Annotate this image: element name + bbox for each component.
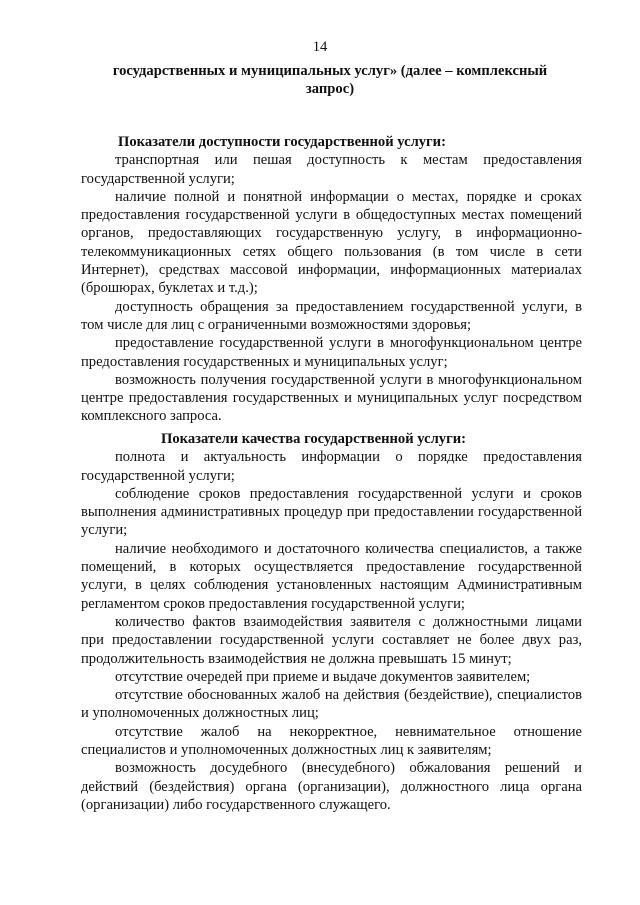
paragraph: отсутствие обоснованных жалоб на действия (бездействие), специалистов и уполномоченных должностных лиц;	[81, 687, 582, 722]
paragraph: отсутствие очередей при приеме и выдаче документов заявителем;	[115, 668, 531, 685]
paragraph: отсутствие жалоб на некорректное, невнимательное отношение специалистов и уполномоченных должностных лиц к заявителям;	[81, 723, 582, 759]
paragraph: соблюдение сроков предоставления государственной услуги и сроков выполнения административных процедур при предоставлении государственной услуги;	[81, 485, 582, 539]
section-accessibility	[81, 133, 582, 426]
paragraph: доступность обращения за предоставлением государственной услуги, в том числе для лиц с ограниченными возможностями здоровья;	[81, 298, 582, 333]
section-title: Показатели качества государственной услуги:	[161, 431, 466, 447]
paragraph: возможность получения государственной услуги в многофункциональном центре предоставления государственных и муниципальных услуг посредством комплексного запроса.	[81, 371, 582, 425]
paragraph: наличие необходимого и достаточного количества специалистов, а также помещений, в которых осуществляется предоставление государственной услуги, в целях соблюдения установленных настоящим Административным регламентом сроков предоставления государственной услуги;	[81, 540, 582, 612]
heading-line-1: государственных и муниципальных услуг» (далее – комплексный	[112, 63, 548, 79]
section-quality	[81, 430, 582, 814]
paragraph: предоставление государственной услуги в многофункциональном центре предоставления государственных и муниципальных услуг;	[81, 335, 582, 370]
paragraph: полнота и актуальность информации о порядке предоставления государственной услуги;	[81, 449, 582, 484]
section-title: Показатели доступности государственной услуги:	[118, 134, 446, 150]
paragraph: количество фактов взаимодействия заявителя с должностными лицами при предоставлении государственной услуги составляет не более двух раз, продолжительность взаимодействия не должна превышать 15 минут;	[81, 613, 582, 667]
paragraph: транспортная или пешая доступность к местам предоставления государственной услуги;	[81, 152, 582, 187]
continued-heading	[90, 62, 570, 99]
page-number: 14	[312, 39, 328, 55]
heading-line-2: запрос)	[305, 81, 355, 98]
paragraph: возможность досудебного (внесудебного) обжалования решений и действий (бездействия) органа (организации), должностного лица органа (организации) либо государственного служащего.	[81, 760, 582, 813]
paragraph: наличие полной и понятной информации о местах, порядке и сроках предоставления государственной услуги в общедоступных местах помещений органов, предоставляющих государственную услугу, в информационно-телекоммуникационных сетях общего пользования (в том числе в сети Интернет), средствах массовой информации, информационных материалах (брошюрах, буклетах и т.д.);	[81, 188, 582, 297]
